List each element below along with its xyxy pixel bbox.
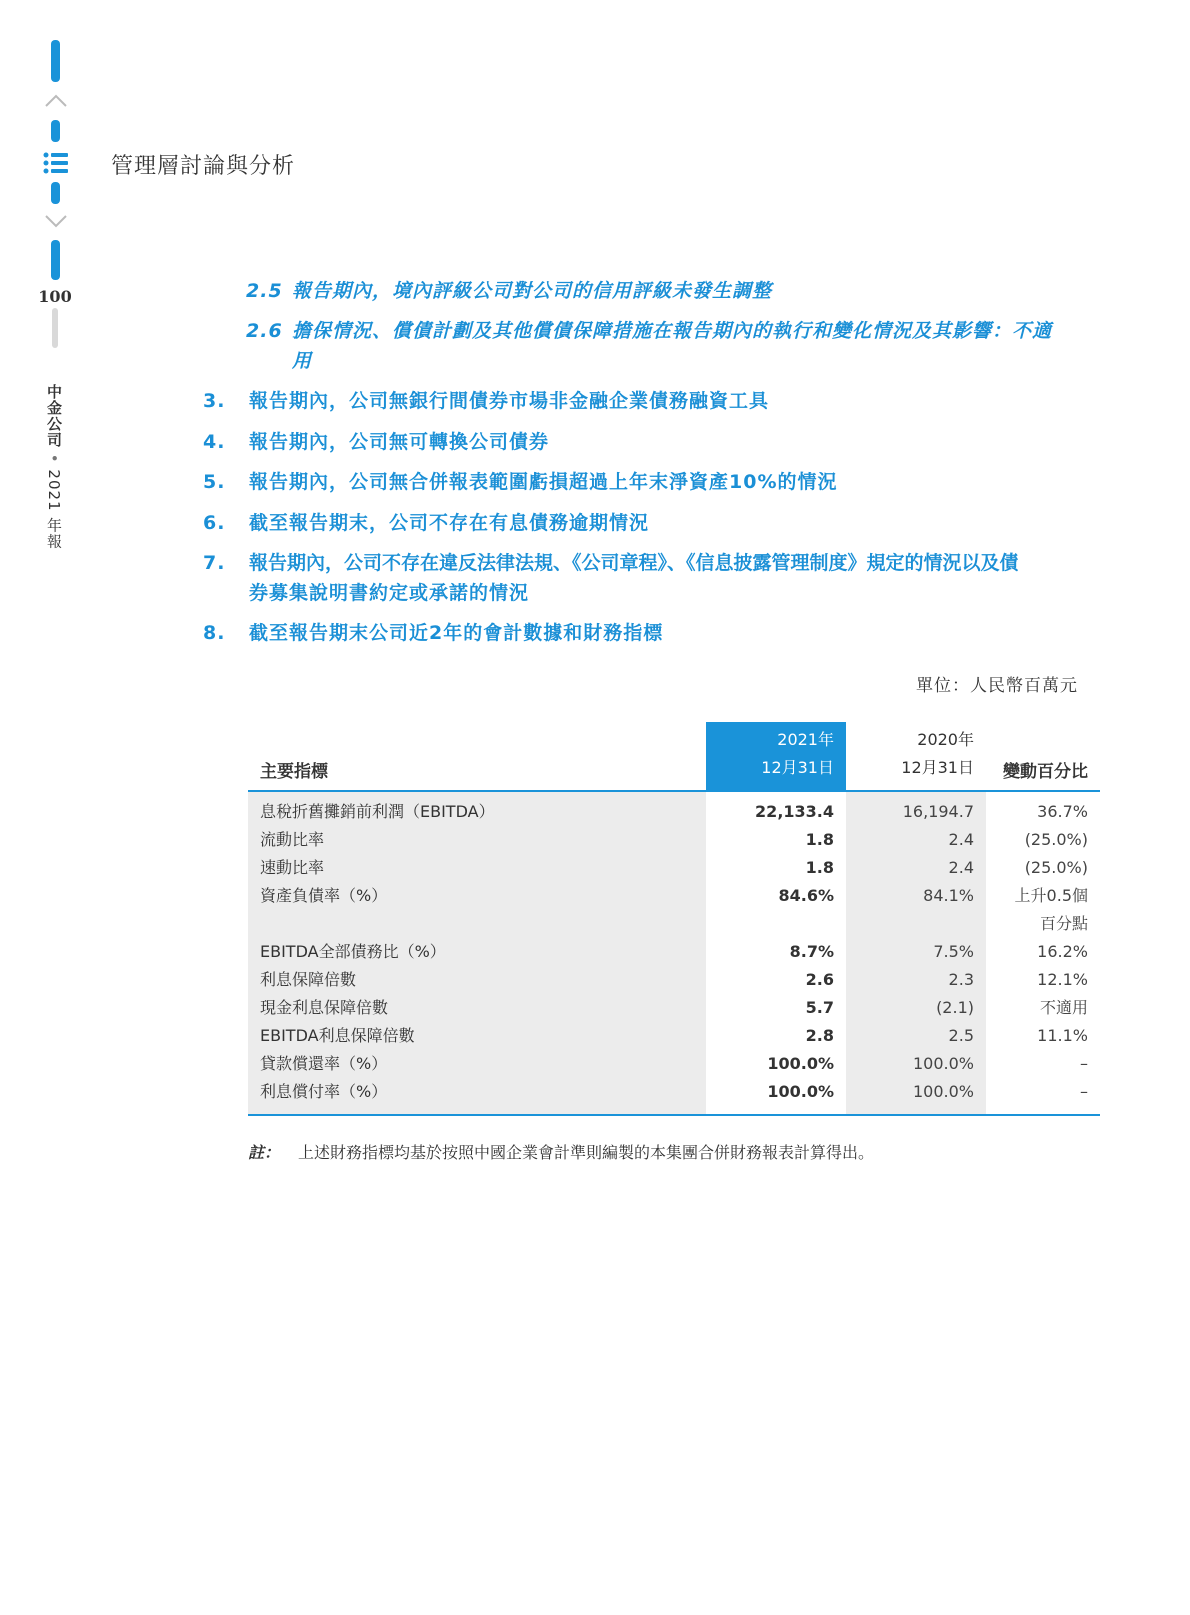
row-change: 不適用 [1039, 998, 1088, 1017]
row-2021: 5.7 [805, 998, 834, 1017]
row-change: 36.7% [1037, 802, 1088, 821]
chevron-down-icon[interactable] [44, 214, 68, 228]
table-row [248, 882, 1100, 938]
item-text: 截至報告期末，公司不存在有息債務逾期情況 [249, 512, 650, 534]
header-2020 [846, 722, 986, 791]
item-number: 2.6 [246, 320, 283, 342]
item-8 [203, 618, 1103, 648]
row-2020: 2.3 [846, 966, 986, 994]
rail-bar-mid-2 [51, 182, 60, 204]
row-name: EBITDA全部債務比（%） [248, 938, 706, 966]
row-change: – [1080, 1082, 1088, 1101]
rail-bar-mid-1 [51, 120, 60, 142]
page-number: 100 [38, 287, 72, 306]
table-row [248, 1022, 1100, 1050]
item-text: 截至報告期末公司近2年的會計數據和財務指標 [249, 622, 664, 644]
row-name: 速動比率 [248, 854, 706, 882]
side-report-label [44, 384, 65, 549]
row-name: 流動比率 [248, 826, 706, 854]
row-2021: 100.0% [767, 1082, 834, 1101]
row-2021: 100.0% [767, 1054, 834, 1073]
item-number: 3. [203, 390, 226, 412]
header-change: 變動百分比 [1003, 762, 1088, 782]
row-2021: 1.8 [805, 858, 834, 877]
menu-list-icon[interactable] [43, 152, 69, 174]
row-name: 現金利息保障倍數 [248, 994, 706, 1022]
item-text: 報告期內，境內評級公司對公司的信用評級未發生調整 [292, 280, 773, 302]
section-title: 管理層討論與分析 [111, 154, 296, 179]
item-5 [203, 467, 1103, 497]
row-2020: (2.1) [846, 994, 986, 1022]
item-text: 擔保情況、償債計劃及其他償債保障措施在報告期內的執行和變化情況及其影響：不適 [292, 320, 1053, 342]
header-2020-year: 2020年 [917, 730, 974, 749]
row-change: (25.0%) [1024, 858, 1088, 877]
item-2-5 [246, 276, 1106, 306]
item-2-6 [246, 316, 1106, 376]
footnote-label: 註： [248, 1143, 281, 1162]
item-7 [203, 548, 1108, 608]
row-change-line2: 百分點 [1039, 914, 1088, 933]
header-2021 [706, 722, 846, 791]
item-number: 2.5 [246, 280, 283, 302]
row-change: 12.1% [1037, 970, 1088, 989]
item-number: 8. [203, 622, 226, 644]
row-2021: 8.7% [789, 942, 834, 961]
row-name: 利息保障倍數 [248, 966, 706, 994]
rail-bar-top [51, 40, 60, 82]
table-row [248, 1050, 1100, 1078]
footnote [248, 1140, 874, 1163]
row-name: 貸款償還率（%） [248, 1050, 706, 1078]
row-2020: 84.1% [846, 882, 986, 938]
table-header-row [248, 722, 1100, 791]
table-row [248, 791, 1100, 826]
row-2021: 22,133.4 [755, 802, 834, 821]
table-row [248, 826, 1100, 854]
item-text: 報告期內，公司無合併報表範圍虧損超過上年末淨資產10%的情況 [249, 471, 838, 493]
row-name: 資產負債率（%） [248, 882, 706, 938]
row-name: EBITDA利息保障倍數 [248, 1022, 706, 1050]
separator-dot: • [45, 453, 63, 464]
row-change: 16.2% [1037, 942, 1088, 961]
row-2021: 2.6 [805, 970, 834, 989]
row-change: – [1080, 1054, 1088, 1073]
rail-grey-bar [52, 308, 58, 348]
table-row [248, 1078, 1100, 1115]
row-2021: 1.8 [805, 830, 834, 849]
table-row [248, 854, 1100, 882]
row-change: (25.0%) [1024, 830, 1088, 849]
row-2020: 2.5 [846, 1022, 986, 1050]
row-name: 息稅折舊攤銷前利潤（EBITDA） [248, 791, 706, 826]
item-text: 報告期內，公司無可轉換公司債券 [249, 431, 550, 453]
item-6 [203, 508, 1103, 538]
item-number: 7. [203, 552, 226, 574]
table-row [248, 994, 1100, 1022]
row-2021: 2.8 [805, 1026, 834, 1045]
row-change: 11.1% [1037, 1026, 1088, 1045]
item-4 [203, 427, 1103, 457]
item-text: 報告期內，公司不存在違反法律法規、《公司章程》、《信息披露管理制度》規定的情況以及債 [249, 552, 1019, 574]
chevron-up-icon[interactable] [44, 94, 68, 108]
row-2020: 2.4 [846, 854, 986, 882]
item-number: 4. [203, 431, 226, 453]
header-2020-date: 12月31日 [901, 758, 974, 777]
header-2021-year: 2021年 [777, 730, 834, 749]
row-change-line1: 上升0.5個 [1014, 886, 1088, 905]
row-2021: 84.6% [778, 886, 834, 905]
item-text-cont: 用 [292, 350, 313, 372]
footnote-text: 上述財務指標均基於按照中國企業會計準則編製的本集團合併財務報表計算得出。 [298, 1143, 875, 1162]
row-2020: 2.4 [846, 826, 986, 854]
row-change [986, 882, 1100, 938]
unit-label: 單位：人民幣百萬元 [916, 676, 1078, 696]
item-text: 報告期內，公司無銀行間債券市場非金融企業債務融資工具 [249, 390, 770, 412]
header-indicator: 主要指標 [260, 762, 328, 782]
row-2020: 7.5% [846, 938, 986, 966]
item-number: 5. [203, 471, 226, 493]
row-2020: 16,194.7 [846, 791, 986, 826]
company-name: 中金公司 [45, 384, 63, 448]
table-row [248, 966, 1100, 994]
rail-bar-bottom [51, 240, 60, 280]
item-3 [203, 386, 1103, 416]
table-row [248, 938, 1100, 966]
item-number: 6. [203, 512, 226, 534]
row-name: 利息償付率（%） [248, 1078, 706, 1115]
row-2020: 100.0% [846, 1078, 986, 1115]
financial-indicators-table [248, 722, 1100, 1116]
header-2021-date: 12月31日 [761, 758, 834, 777]
report-name: 2021 年報 [45, 469, 63, 550]
row-2020: 100.0% [846, 1050, 986, 1078]
item-text-cont: 券募集說明書約定或承諾的情況 [249, 582, 530, 604]
